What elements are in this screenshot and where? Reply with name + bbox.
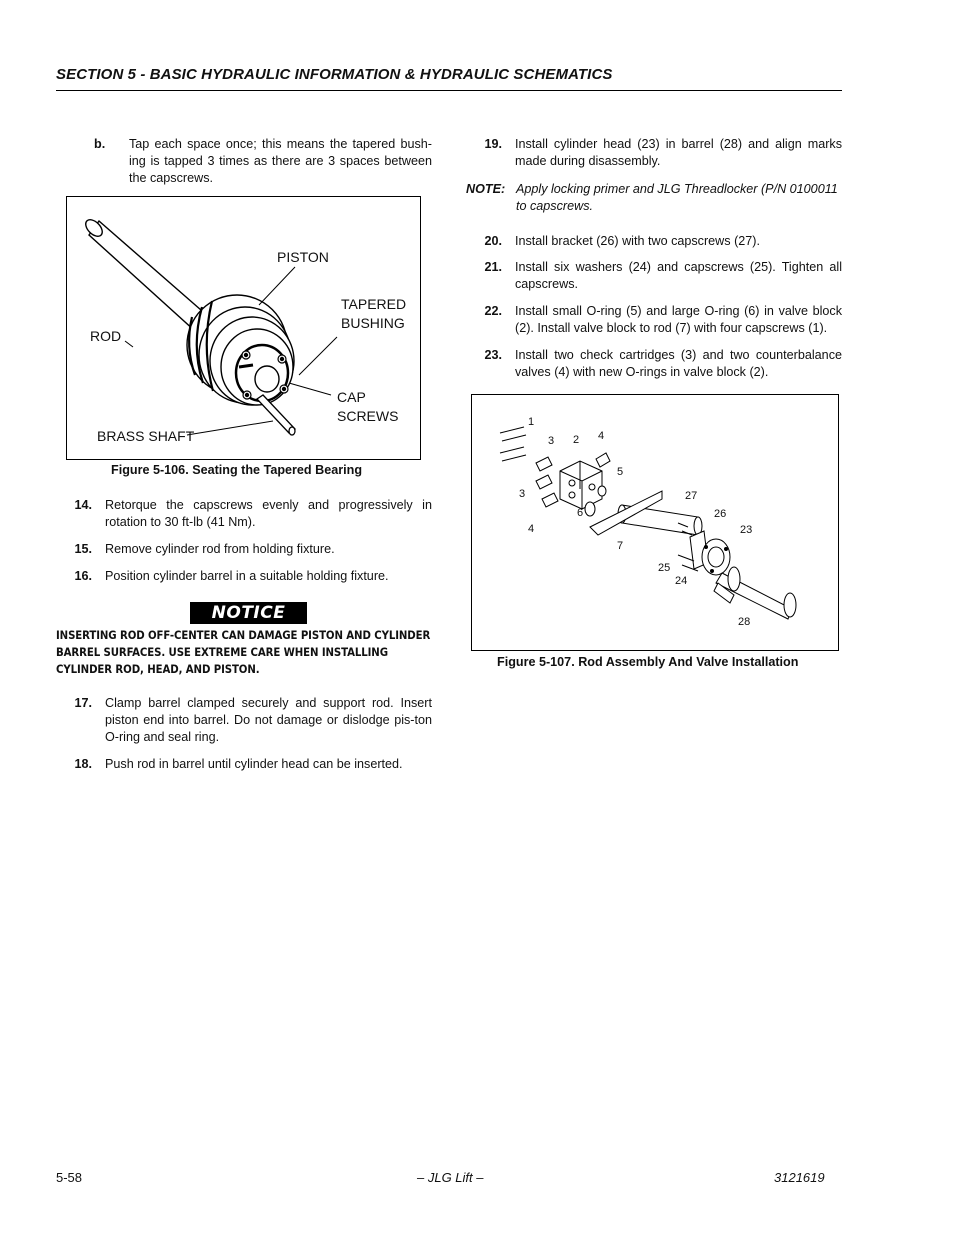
step-22-text: Install small O-ring (5) and large O-ring (6) in valve block (2). Install valve block to rod (7) with four capscrews (1).	[515, 304, 842, 335]
step-16	[56, 568, 432, 586]
callout-26: 26	[714, 508, 727, 520]
label-piston: PISTON	[277, 249, 329, 265]
step-21	[466, 259, 842, 295]
step-18	[56, 756, 432, 774]
callout-1: 1	[528, 416, 535, 428]
step-b	[56, 136, 432, 196]
header-divider	[56, 90, 842, 91]
callout-25: 25	[658, 562, 671, 574]
callout-5: 5	[617, 466, 624, 478]
step-22	[466, 303, 842, 339]
step-b-text: Tap each space once; this means the tapered bush-ing is tapped 3 times as there are 3 spaces between the capscrews.	[129, 137, 432, 185]
callout-3a: 3	[548, 435, 555, 447]
step-19	[466, 136, 842, 172]
step-14-number: 14.	[74, 498, 92, 512]
label-tapered: TAPERED	[341, 296, 407, 312]
callout-28: 28	[738, 616, 751, 628]
step-23-text: Install two check cartridges (3) and two counterbalance valves (4) with new O-rings in valve block (2).	[515, 348, 842, 379]
step-19-text: Install cylinder head (23) in barrel (28) and align marks made during disassembly.	[515, 137, 842, 168]
label-cap: CAP	[337, 389, 366, 405]
note-text: Apply locking primer and JLG Threadlocker (P/N 0100011 to capscrews.	[516, 182, 838, 213]
step-14	[56, 497, 432, 533]
step-17-number: 17.	[74, 696, 92, 710]
step-15-number: 15.	[74, 542, 92, 556]
section-title: SECTION 5 - BASIC HYDRAULIC INFORMATION & HYDRAULIC SCHEMATICS	[56, 66, 613, 83]
figure-106-frame	[66, 196, 421, 460]
step-21-number: 21.	[484, 260, 502, 274]
step-18-number: 18.	[74, 757, 92, 771]
figure-107-caption: Figure 5-107. Rod Assembly And Valve Installation	[497, 655, 799, 669]
label-rod: ROD	[90, 328, 122, 344]
notice-label: NOTICE	[190, 602, 307, 624]
step-14-text: Retorque the capscrews evenly and progressively in rotation to 30 ft-lb (41 Nm).	[105, 498, 432, 529]
step-b-label: b.	[94, 137, 106, 151]
step-16-number: 16.	[74, 569, 92, 583]
step-17	[56, 695, 432, 749]
callout-2: 2	[573, 434, 580, 446]
callout-23: 23	[740, 524, 753, 536]
document-number: 3121619	[774, 1170, 825, 1185]
step-17-text: Clamp barrel clamped securely and support rod. Insert piston end into barrel. Do not damage or dislodge pis-ton O-ring and seal ring.	[105, 696, 432, 744]
step-15-text: Remove cylinder rod from holding fixture.	[105, 542, 335, 556]
step-15	[56, 541, 432, 559]
step-16-text: Position cylinder barrel in a suitable holding fixture.	[105, 569, 389, 583]
step-20	[466, 233, 842, 251]
callout-3b: 3	[519, 488, 526, 500]
callout-4a: 4	[598, 430, 605, 442]
callout-27: 27	[685, 490, 698, 502]
notice-text: INSERTING ROD OFF-CENTER CAN DAMAGE PISTON AND CYLINDER BARREL SURFACES. USE EXTREME CARE WHEN INSTALLING CYLINDER ROD, HEAD, AND PISTON.	[56, 629, 431, 676]
figure-106-caption: Figure 5-106. Seating the Tapered Bearing	[111, 463, 363, 477]
step-23	[466, 347, 842, 383]
label-screws: SCREWS	[337, 408, 399, 424]
page-number: 5-58	[56, 1170, 83, 1185]
label-bushing: BUSHING	[341, 315, 405, 331]
label-brass-shaft: BRASS SHAFT	[97, 428, 195, 444]
callout-24: 24	[675, 575, 688, 587]
footer-center: – JLG Lift –	[417, 1170, 484, 1185]
note-label: NOTE:	[466, 182, 506, 196]
callout-6: 6	[577, 507, 584, 519]
callout-7: 7	[617, 540, 624, 552]
step-23-number: 23.	[484, 348, 502, 362]
callout-4b: 4	[528, 523, 535, 535]
step-19-number: 19.	[484, 137, 502, 151]
step-20-number: 20.	[484, 234, 502, 248]
step-20-text: Install bracket (26) with two capscrews (27).	[515, 234, 760, 248]
step-18-text: Push rod in barrel until cylinder head can be inserted.	[105, 757, 403, 771]
step-21-text: Install six washers (24) and capscrews (25). Tighten all capscrews.	[515, 260, 842, 291]
step-22-number: 22.	[484, 304, 502, 318]
figure-107-frame	[471, 394, 839, 651]
rod-assembly-valve-illustration	[472, 395, 838, 650]
